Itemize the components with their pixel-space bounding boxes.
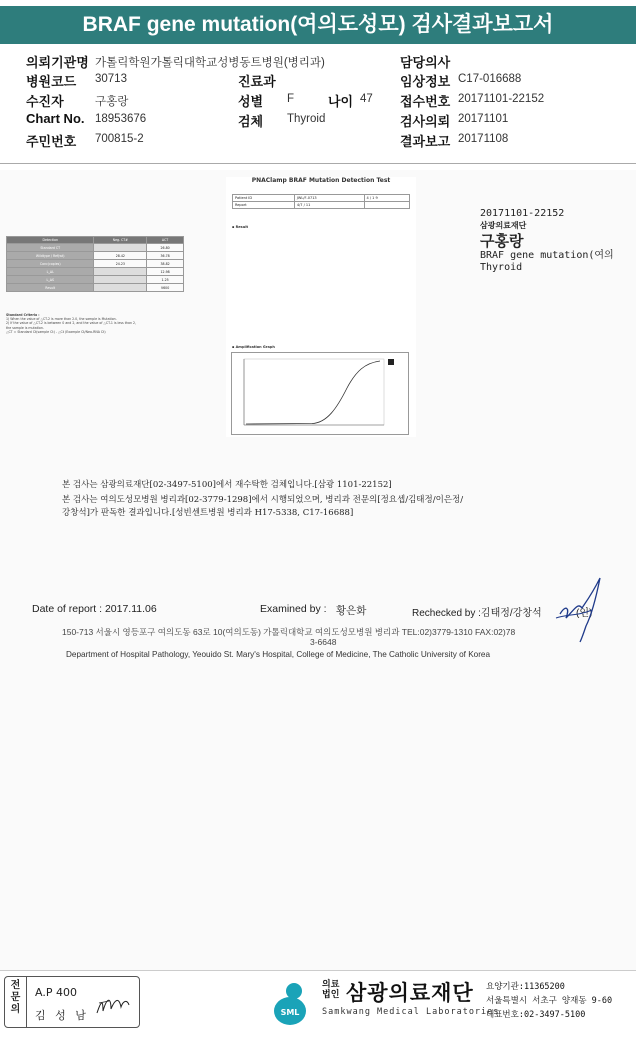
id-cell: 4 / 1 9 xyxy=(364,195,410,202)
report-label: 결과보고 xyxy=(400,134,451,149)
pathologist-signature-icon xyxy=(93,991,133,1021)
criteria-heading: Standard Criteria : xyxy=(6,313,40,317)
figure-title: PNAClamp BRAF Mutation Detection Test xyxy=(251,177,391,184)
id-row xyxy=(233,195,410,202)
result-key: L_ΔS xyxy=(7,276,94,284)
result-cell xyxy=(94,268,147,276)
result-row xyxy=(7,252,184,260)
patient-id-table xyxy=(232,194,410,209)
result-key: L_ΔL xyxy=(7,268,94,276)
result-header: ΔCT xyxy=(147,237,184,244)
result-key: Wildtype / Ref(wt) xyxy=(7,252,94,260)
physician-label: 담당의사 xyxy=(400,55,451,70)
criteria-line: the sample is mutation. xyxy=(6,325,44,330)
examinee-label: 수진자 xyxy=(26,94,64,109)
institution-label: 의뢰기관명 xyxy=(26,55,89,70)
specimen-value: Thyroid xyxy=(287,113,326,125)
note-line-3: 강창석]가 판독한 결과입니다.[성빈센트병원 병리과 H17-5338, C17-16688] xyxy=(62,508,354,518)
examined-label: Examined by : xyxy=(260,603,327,615)
id-row xyxy=(233,202,410,209)
amplification-graph xyxy=(231,352,409,435)
signature-icon xyxy=(552,574,612,644)
seal-mark: (인) xyxy=(576,608,593,619)
box-vertical-text: 전문의 xyxy=(10,980,21,1015)
pathologist-box xyxy=(4,976,140,1028)
id-cell: JWL/F-0713 xyxy=(294,195,364,202)
receipt-no-label: 접수번호 xyxy=(400,94,451,109)
institution-value: 가톨릭학원가톨릭대학교성병동트병원(병리과) xyxy=(95,57,325,69)
contact-line-1: 요양기관:11365200 xyxy=(486,982,565,992)
result-cell: 24.23 xyxy=(94,260,147,268)
result-row xyxy=(7,260,184,268)
age-label: 나이 xyxy=(328,94,354,109)
result-cell: 28.42 xyxy=(94,252,147,260)
bottom-divider xyxy=(0,970,636,971)
result-cell: V600 xyxy=(147,284,184,292)
age-value: 47 xyxy=(360,93,373,105)
result-key: Conc(copies) xyxy=(7,260,94,268)
criteria-line: 2) If the value of △CT-2 is between 0 and 2, and the value of △CT-1 is less than 2, xyxy=(6,321,137,326)
standard-criteria xyxy=(6,313,186,334)
result-cell: 1.25 xyxy=(147,276,184,284)
report-title: BRAF gene mutation(여의도성모) 검사결과보고서 xyxy=(0,6,636,44)
id-cell xyxy=(364,202,410,209)
result-row xyxy=(7,268,184,276)
result-cell: 38.82 xyxy=(147,260,184,268)
amplification-curve-svg xyxy=(232,353,410,436)
sex-value: F xyxy=(287,93,295,105)
plot-frame xyxy=(244,359,384,425)
id-cell: 4/7 / 11 xyxy=(294,202,364,209)
stamp-code: 20171101-22152 xyxy=(480,208,565,219)
criteria-line: 1) When the value of △CT-2 is more than 2.0, the sample is Mutation. xyxy=(6,317,117,322)
result-cell: 12.98 xyxy=(147,268,184,276)
contact-line-3: 대표번호:02-3497-5100 xyxy=(486,1010,586,1020)
address-line-1: 150-713 서울시 영등포구 여의도동 63로 10(여의도동) 가톨릭대학교 여의도성모병원 병리과 TEL:02)3779-1310 FAX:02)78 xyxy=(62,627,516,637)
org-contact xyxy=(486,980,612,1022)
examinee-value: 구홍랑 xyxy=(95,96,129,108)
header-divider xyxy=(0,163,636,164)
clinical-info-label: 임상정보 xyxy=(400,74,451,89)
id-value: 700815-2 xyxy=(95,133,144,145)
stamp-specimen: Thyroid xyxy=(480,262,523,273)
stamp-test: BRAF gene mutation(여의 xyxy=(480,250,614,261)
clinical-info-value: C17-016688 xyxy=(458,73,522,85)
chart-no-value: 18953676 xyxy=(95,113,147,125)
org-name: 삼광의료재단 xyxy=(346,981,474,1005)
note-line-2: 본 검사는 여의도성모병원 병리과[02-3779-1298]에서 시행되었으며, 병리과 전문의[정요셉/김태정/이은정/ xyxy=(62,495,464,505)
result-cell xyxy=(94,276,147,284)
stamp-name: 구홍랑 xyxy=(480,232,524,250)
specimen-label: 검체 xyxy=(238,114,264,129)
result-key: Standard CT xyxy=(7,244,94,252)
result-cell: 26.80 xyxy=(147,244,184,252)
result-table xyxy=(6,236,184,292)
result-row xyxy=(7,276,184,284)
specimen-stamp xyxy=(480,208,630,274)
org-prefix-line-2: 법인 xyxy=(322,990,340,1000)
request-value: 20171101 xyxy=(458,113,509,125)
hospital-code-label: 병원코드 xyxy=(26,74,77,89)
result-key: Result xyxy=(7,284,94,292)
org-prefix xyxy=(322,980,339,1000)
criteria-line: △CT = Standard Ct(sample Ct) - △Ct (Example Ct/Neo-RNA Ct) xyxy=(6,329,106,334)
sex-label: 성별 xyxy=(238,94,264,109)
graph-heading: ▪ Amplification Graph xyxy=(232,345,275,349)
contact-line-2: 서울특별시 서초구 양재동 9-60 xyxy=(486,996,613,1006)
recheck-signature xyxy=(552,574,612,644)
chart-no-label: Chart No. xyxy=(26,111,85,126)
box-vertical-label xyxy=(5,977,27,1027)
id-label: 주민번호 xyxy=(26,134,77,149)
id-cell: Patient ID xyxy=(233,195,295,202)
result-row xyxy=(7,244,184,252)
result-cell: 36.78 xyxy=(147,252,184,260)
receipt-no-value: 20171101-22152 xyxy=(458,93,545,105)
result-row xyxy=(7,284,184,292)
result-header-row xyxy=(7,237,184,244)
box-name: 김 성 남 xyxy=(35,1009,89,1022)
date-of-report: Date of report : 2017.11.06 xyxy=(32,603,157,615)
rechecked-label: Rechecked by :김태정/강창석 xyxy=(412,608,542,619)
logo-text: SML xyxy=(280,1008,300,1017)
box-code: A.P 400 xyxy=(35,986,77,999)
amplification-curve xyxy=(246,361,380,424)
examined-name: 황은화 xyxy=(336,605,367,617)
department-english: Department of Hospital Pathology, Yeouido St. Mary's Hospital, College of Medicine, The Catholic University of Korea xyxy=(66,650,491,659)
dept-label: 진료과 xyxy=(238,74,276,89)
org-prefix-line-1: 의료 xyxy=(322,980,340,990)
hospital-code-value: 30713 xyxy=(95,73,127,85)
result-heading: ▪ Result xyxy=(232,225,249,229)
org-english: Samkwang Medical Laboratories xyxy=(322,1007,500,1017)
request-label: 검사의뢰 xyxy=(400,114,451,129)
result-header: Neg. CT# xyxy=(94,237,147,244)
id-cell: Report xyxy=(233,202,295,209)
result-cell xyxy=(94,244,147,252)
stamp-org: 삼광의료재단 xyxy=(480,221,527,230)
report-value: 20171108 xyxy=(458,133,509,145)
address-line-2: 3-6648 xyxy=(310,637,337,647)
result-header: Detection xyxy=(7,237,94,244)
result-cell xyxy=(94,284,147,292)
legend-swatch xyxy=(388,359,394,365)
note-line-1: 본 검사는 삼광의료재단[02-3497-5100]에서 재수탁한 검체입니다.[삼광 1101-22152] xyxy=(62,480,392,490)
